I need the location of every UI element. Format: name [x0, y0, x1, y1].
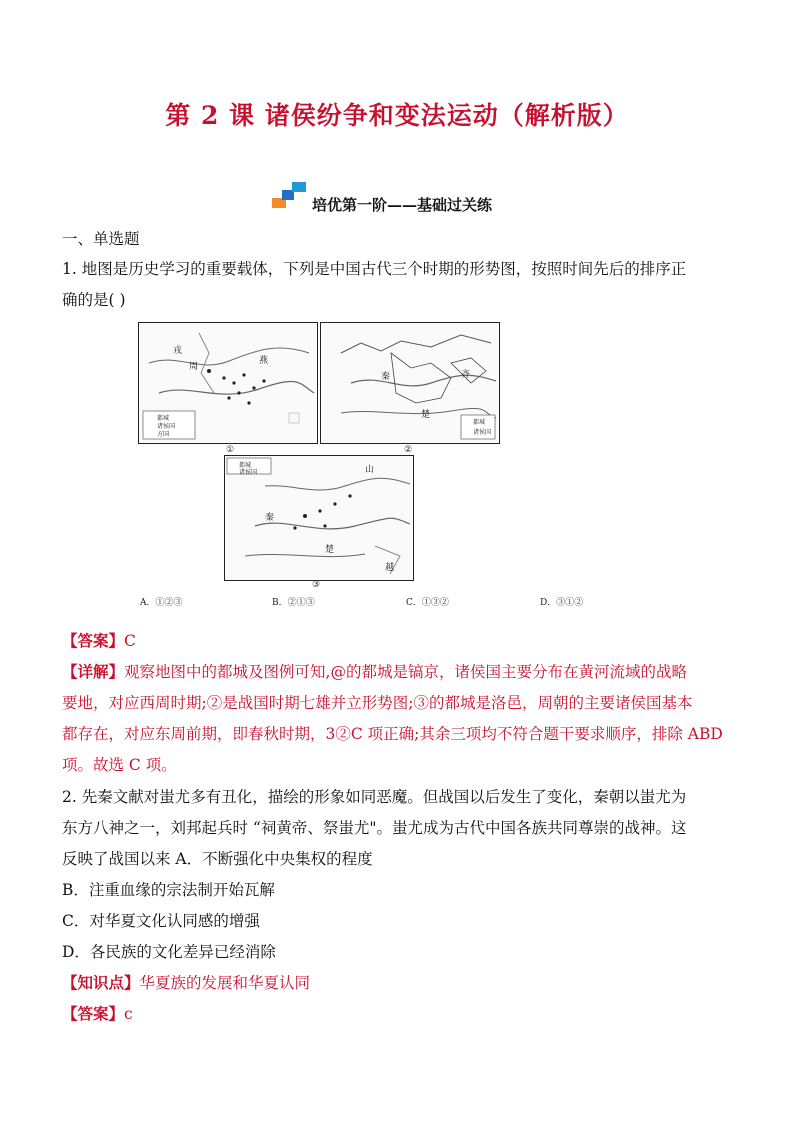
q1-option-a: A．①②③	[140, 598, 183, 608]
question-type: 一、单选题	[62, 230, 140, 248]
q1-detail-text-1: 观察地图中的都城及图例可知,@的都城是镐京，诸侯国主要分布在黄河流域的战略	[124, 663, 687, 681]
map-2-place-1: 秦	[381, 372, 391, 382]
q1-option-d: D．③①②	[540, 598, 584, 608]
q1-detail-label: 【详解】	[62, 662, 125, 681]
q1-option-b: B．②①③	[272, 598, 315, 608]
map-3-place-3: 楚	[325, 545, 335, 555]
q1-detail-line4: 项。故选 C 项。	[62, 756, 177, 774]
map-3-place-2: 秦	[265, 513, 275, 523]
map-3-place-1: 山	[365, 465, 375, 475]
q1-option-c: C．①③②	[406, 598, 449, 608]
map-1-place-3: 燕	[259, 356, 269, 366]
q2-stem-line2: 东方八神之一，刘邦起兵时 “祠黄帝、祭蚩尤"。蚩尤成为古代中国各族共同尊崇的战神。这	[62, 819, 687, 837]
map-1-legend-3: 方国	[157, 431, 170, 438]
map-2-legend-1: 都城	[473, 419, 486, 426]
map-1-label: ①	[226, 445, 235, 455]
q2-answer-row	[62, 1004, 722, 1024]
q2-option-d: D．各民族的文化差异已经消除	[62, 943, 276, 961]
map-3	[224, 455, 414, 581]
q1-answer: C	[124, 632, 136, 650]
q2-knowledge-row	[62, 973, 722, 993]
q1-answer-row	[62, 631, 722, 651]
q2-answer: c	[124, 1005, 133, 1023]
map-2-label: ②	[404, 445, 413, 455]
q2-knowledge: 华夏族的发展和华夏认同	[139, 974, 311, 992]
q1-stem-line2: 确的是( )	[62, 291, 126, 309]
q1-detail-line1	[62, 662, 722, 682]
map-3-legend-1: 都城	[239, 462, 252, 469]
map-2-place-2: 齐	[461, 370, 471, 380]
q2-option-c: C．对华夏文化认同感的增强	[62, 912, 260, 930]
section-badge-icon	[272, 182, 308, 210]
map-1-place-1: 周	[189, 362, 199, 372]
map-2	[320, 322, 500, 444]
q1-detail-line3: 都存在，对应东周前期，即春秋时期，3②C 项正确;其余三项均不符合题干要求顺序，排除 ABD	[62, 725, 723, 743]
map-1	[138, 322, 318, 444]
map-1-legend-2: 诸侯国	[157, 423, 176, 430]
q1-detail-line2: 要地，对应西周时期;②是战国时期七雄并立形势图;③的都城是洛邑，周朝的主要诸侯国基本	[62, 694, 693, 712]
page-title: 第 2 课 诸侯纷争和变法运动（解析版）	[165, 101, 629, 130]
map-2-place-3: 楚	[421, 410, 431, 420]
q2-stem-line3: 反映了战国以来 A．不断强化中央集权的程度	[62, 850, 373, 868]
q2-knowledge-label: 【知识点】	[62, 973, 140, 992]
map-3-label: ③	[312, 580, 321, 590]
map-1-place-2: 戎	[173, 346, 183, 356]
map-1-legend-1: 都城	[157, 415, 170, 422]
map-3-legend-2: 诸侯国	[239, 469, 258, 476]
q2-stem-line1: 2. 先秦文献对蚩尤多有丑化，描绘的形象如同恶魔。但战国以后发生了变化，秦朝以蚩尤为	[62, 788, 687, 806]
q2-answer-label: 【答案】	[62, 1004, 125, 1023]
map-2-legend-2: 诸侯国	[473, 429, 492, 436]
q2-option-b: B．注重血缘的宗法制开始瓦解	[62, 881, 275, 899]
q1-stem-line1: 1. 地图是历史学习的重要载体，下列是中国古代三个时期的形势图，按照时间先后的排序正	[62, 260, 687, 278]
section-heading: 培优第一阶——基础过关练	[312, 196, 493, 214]
q1-answer-label: 【答案】	[62, 631, 125, 650]
map-3-place-4: 越	[385, 563, 395, 573]
